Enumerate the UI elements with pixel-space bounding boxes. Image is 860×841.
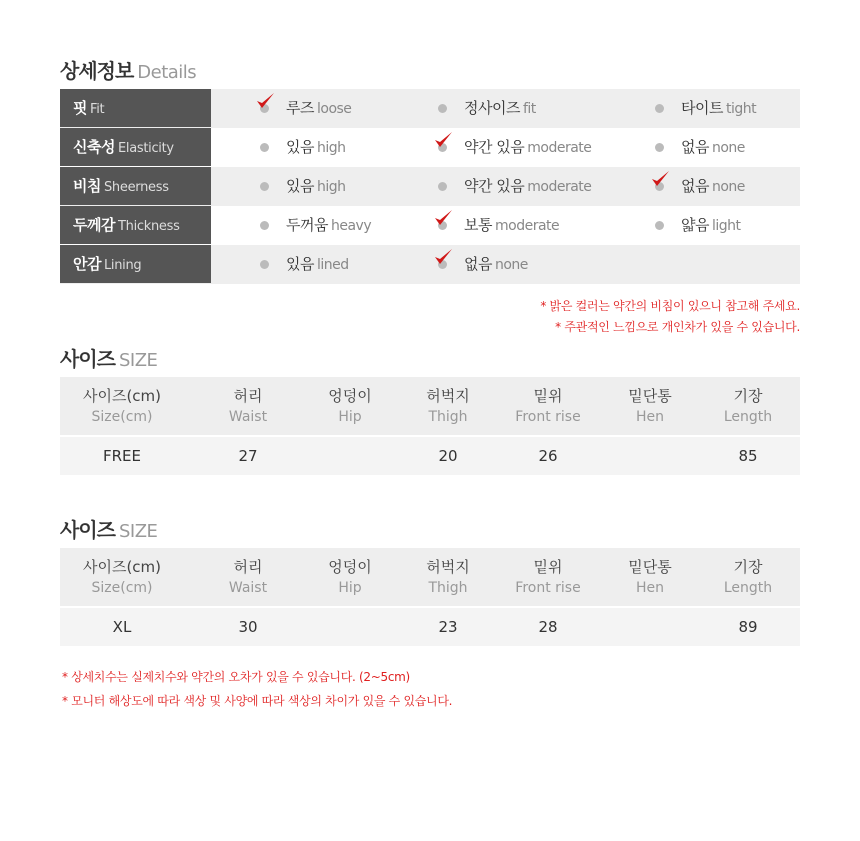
red-check-icon: [432, 247, 454, 269]
header-ko: 기장: [733, 387, 763, 405]
option-ko: 두꺼움: [286, 216, 328, 234]
red-check-icon: [432, 208, 454, 230]
size-value: XL: [112, 618, 132, 636]
option-text: [464, 89, 536, 128]
option-en: light: [711, 218, 741, 234]
size-value-cell: [60, 608, 184, 646]
header-ko: 허벅지: [426, 558, 470, 576]
header-en: Length: [723, 409, 773, 425]
size-value: 89: [738, 618, 758, 636]
size-header-cell: [600, 377, 700, 428]
size-header-cell: [498, 548, 598, 599]
table-row: [60, 608, 800, 646]
option-en: lined: [316, 257, 349, 273]
option-text: [464, 206, 559, 245]
option-ko: 없음: [681, 177, 709, 195]
header-en: Waist: [228, 580, 268, 596]
option-text: [286, 128, 346, 167]
option-text: [286, 89, 351, 128]
size-value-cell: [60, 437, 184, 475]
size-header-cell: [60, 548, 184, 599]
option-en: tight: [725, 101, 757, 117]
size-value: 20: [438, 447, 458, 465]
details-row-label: [60, 206, 211, 244]
option-en: high: [316, 140, 346, 156]
header-ko: 사이즈(cm): [82, 387, 162, 405]
size-value: 30: [238, 618, 258, 636]
size-title-ko: 사이즈: [60, 347, 115, 371]
label-ko: 신축성: [73, 138, 115, 156]
option-ko: 얇음: [681, 216, 709, 234]
gray-dot-icon: [260, 143, 269, 152]
size-value-cell: [498, 608, 598, 646]
header-en: Hip: [338, 409, 362, 425]
header-ko: 허리: [233, 387, 263, 405]
header-ko: 엉덩이: [328, 558, 372, 576]
header-en: Size(cm): [91, 580, 153, 596]
size-value-cell: [398, 608, 498, 646]
option-ko: 없음: [464, 255, 492, 273]
label-ko: 안감: [73, 255, 101, 273]
option-ko: 타이트: [681, 99, 723, 117]
details-notes: [540, 296, 800, 338]
label-en: Fit: [90, 102, 105, 117]
header-en: Hip: [338, 580, 362, 596]
size-title: [60, 343, 157, 372]
size-header-cell: [698, 548, 798, 599]
size-value-cell: [498, 437, 598, 475]
size-header-cell: [300, 377, 400, 428]
size-header-cell: [198, 548, 298, 599]
label-ko: 비침: [73, 177, 101, 195]
size-header-cell: [198, 377, 298, 428]
option-text: [464, 245, 528, 284]
option-ko: 약간 있음: [464, 177, 525, 195]
option-text: [681, 128, 745, 167]
details-table: [60, 89, 800, 284]
details-row: [60, 167, 800, 206]
details-row-label: [60, 245, 211, 283]
header-ko: 밑단통: [628, 387, 672, 405]
label-en: Elasticity: [117, 141, 174, 156]
header-ko: 밑위: [533, 558, 563, 576]
option-en: moderate: [527, 179, 592, 195]
option-en: moderate: [494, 218, 560, 234]
size-table-header: [60, 548, 800, 606]
option-text: [464, 128, 591, 167]
size-notes: [62, 665, 452, 713]
option-en: heavy: [330, 218, 372, 234]
size-header-cell: [398, 548, 498, 599]
size-header-cell: [300, 548, 400, 599]
details-row: [60, 206, 800, 245]
size-value: 23: [438, 618, 458, 636]
label-ko: 핏: [73, 99, 87, 117]
header-en: Hen: [635, 409, 664, 425]
option-en: high: [316, 179, 346, 195]
gray-dot-icon: [655, 143, 664, 152]
option-en: none: [711, 140, 745, 156]
header-ko: 밑위: [533, 387, 563, 405]
note-line: * 밝은 컬러는 약간의 비침이 있으니 참고해 주세요.: [540, 299, 800, 313]
header-ko: 허리: [233, 558, 263, 576]
gray-dot-icon: [438, 104, 447, 113]
size-table: [60, 548, 800, 646]
size-value-cell: [198, 437, 298, 475]
size-value: 28: [538, 618, 558, 636]
size-value: 27: [238, 447, 258, 465]
gray-dot-icon: [438, 182, 447, 191]
size-header-cell: [398, 377, 498, 428]
size-header-cell: [498, 377, 598, 428]
details-row-label: [60, 89, 211, 127]
red-check-icon: [254, 91, 276, 113]
details-row: [60, 245, 800, 284]
header-en: Front rise: [515, 409, 581, 425]
header-ko: 기장: [733, 558, 763, 576]
option-text: [681, 89, 756, 128]
label-en: Sheerness: [103, 180, 169, 195]
red-check-icon: [432, 130, 454, 152]
option-text: [681, 206, 741, 245]
header-en: Length: [723, 580, 773, 596]
size-title-ko: 사이즈: [60, 518, 115, 542]
option-ko: 있음: [286, 177, 314, 195]
gray-dot-icon: [260, 260, 269, 269]
gray-dot-icon: [260, 221, 269, 230]
option-ko: 정사이즈: [464, 99, 520, 117]
option-text: [681, 167, 745, 206]
size-value-cell: [198, 608, 298, 646]
size-value-cell: [698, 608, 798, 646]
option-ko: 루즈: [286, 99, 314, 117]
option-ko: 보통: [464, 216, 492, 234]
label-ko: 두께감: [73, 216, 115, 234]
header-ko: 허벅지: [426, 387, 470, 405]
size-title: [60, 514, 157, 543]
details-row: [60, 128, 800, 167]
option-text: [286, 167, 346, 206]
details-title: [60, 55, 196, 84]
header-en: Thigh: [428, 580, 468, 596]
note-line: * 모니터 해상도에 따라 색상 및 사양에 따라 색상의 차이가 있을 수 있습니다.: [62, 694, 453, 708]
details-row-label: [60, 167, 211, 205]
label-en: Lining: [103, 258, 142, 273]
details-title-ko: 상세정보: [60, 59, 134, 83]
size-value-cell: [698, 437, 798, 475]
option-en: moderate: [527, 140, 592, 156]
header-ko: 밑단통: [628, 558, 672, 576]
size-header-cell: [60, 377, 184, 428]
header-en: Waist: [228, 409, 268, 425]
option-en: fit: [522, 101, 536, 117]
details-row-label: [60, 128, 211, 166]
option-en: none: [494, 257, 528, 273]
option-en: none: [711, 179, 745, 195]
header-ko: 엉덩이: [328, 387, 372, 405]
size-table: [60, 377, 800, 475]
size-value: FREE: [102, 447, 141, 465]
table-row: [60, 437, 800, 475]
header-en: Thigh: [428, 409, 468, 425]
option-ko: 있음: [286, 138, 314, 156]
option-text: [464, 167, 591, 206]
note-line: * 주관적인 느낌으로 개인차가 있을 수 있습니다.: [555, 320, 800, 334]
option-text: [286, 245, 349, 284]
size-value: 85: [738, 447, 758, 465]
option-ko: 있음: [286, 255, 314, 273]
note-line: * 상세치수는 실제치수와 약간의 오차가 있을 수 있습니다. (2~5cm): [62, 670, 410, 684]
size-title-en: SIZE: [118, 350, 158, 371]
gray-dot-icon: [655, 104, 664, 113]
header-ko: 사이즈(cm): [82, 558, 162, 576]
details-title-en: Details: [137, 62, 197, 83]
details-row: [60, 89, 800, 128]
gray-dot-icon: [260, 182, 269, 191]
option-ko: 없음: [681, 138, 709, 156]
size-title-en: SIZE: [118, 521, 158, 542]
header-en: Size(cm): [91, 409, 153, 425]
size-value-cell: [398, 437, 498, 475]
size-value: 26: [538, 447, 558, 465]
option-ko: 약간 있음: [464, 138, 525, 156]
size-header-cell: [698, 377, 798, 428]
option-en: loose: [316, 101, 352, 117]
option-text: [286, 206, 371, 245]
header-en: Hen: [635, 580, 664, 596]
size-header-cell: [600, 548, 700, 599]
red-check-icon: [649, 169, 671, 191]
label-en: Thickness: [117, 219, 180, 234]
gray-dot-icon: [655, 221, 664, 230]
size-table-header: [60, 377, 800, 435]
header-en: Front rise: [515, 580, 581, 596]
